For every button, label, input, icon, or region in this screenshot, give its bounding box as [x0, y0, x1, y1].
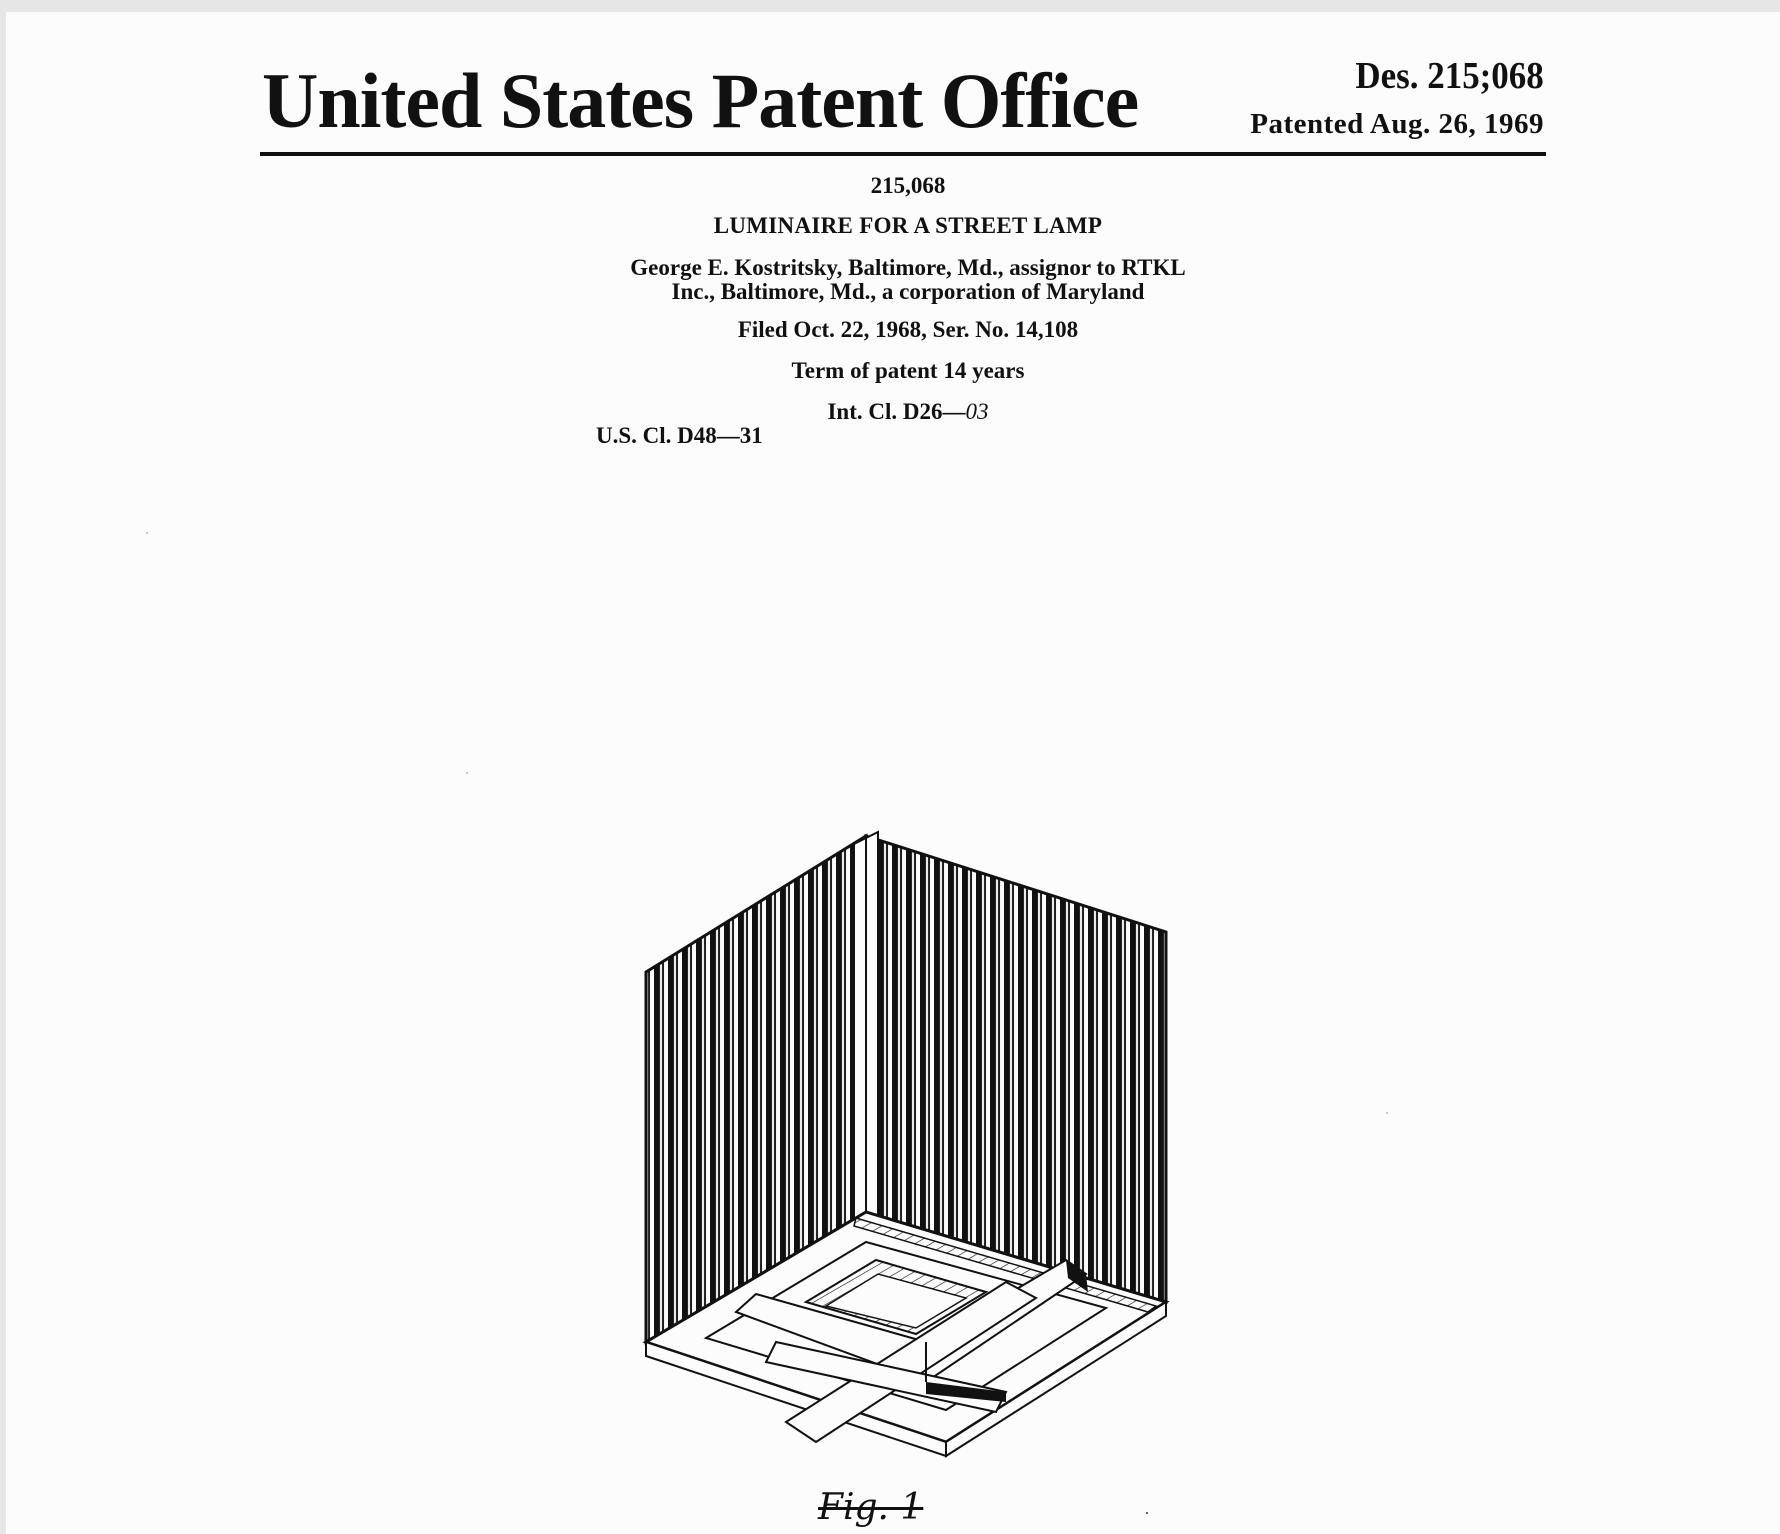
patent-title: LUMINAIRE FOR A STREET LAMP: [713, 213, 1103, 238]
inventor-line-2: Inc., Baltimore, Md., a corporation of Maryland: [671, 279, 1145, 304]
patent-term: Term of patent 14 years: [791, 358, 1025, 383]
paper-speck: [1146, 1512, 1148, 1514]
design-number: Des. 215;068: [1355, 55, 1544, 97]
paper-speck: [146, 532, 148, 534]
header-rule: [260, 152, 1546, 156]
int-cl-prefix: Int. Cl. D26—: [827, 399, 966, 424]
filed-info: Filed Oct. 22, 1968, Ser. No. 14,108: [737, 317, 1079, 342]
inventor-line-1: George E. Kostritsky, Baltimore, Md., assignor to RTKL: [630, 255, 1186, 280]
int-cl-suffix: 03: [965, 399, 989, 424]
patented-date: Patented Aug. 26, 1969: [1250, 108, 1544, 140]
patent-page: [6, 12, 1780, 1534]
figure-label: Fig. 1: [818, 1487, 924, 1528]
us-classification: U.S. Cl. D48—31: [596, 423, 763, 448]
luminaire-drawing: [626, 782, 1186, 1462]
paper-speck: [466, 772, 468, 774]
office-title: United States Patent Office: [262, 57, 1139, 144]
patent-number: 215,068: [870, 173, 946, 198]
paper-speck: [1386, 1112, 1388, 1114]
int-classification: [18, 400, 1780, 423]
